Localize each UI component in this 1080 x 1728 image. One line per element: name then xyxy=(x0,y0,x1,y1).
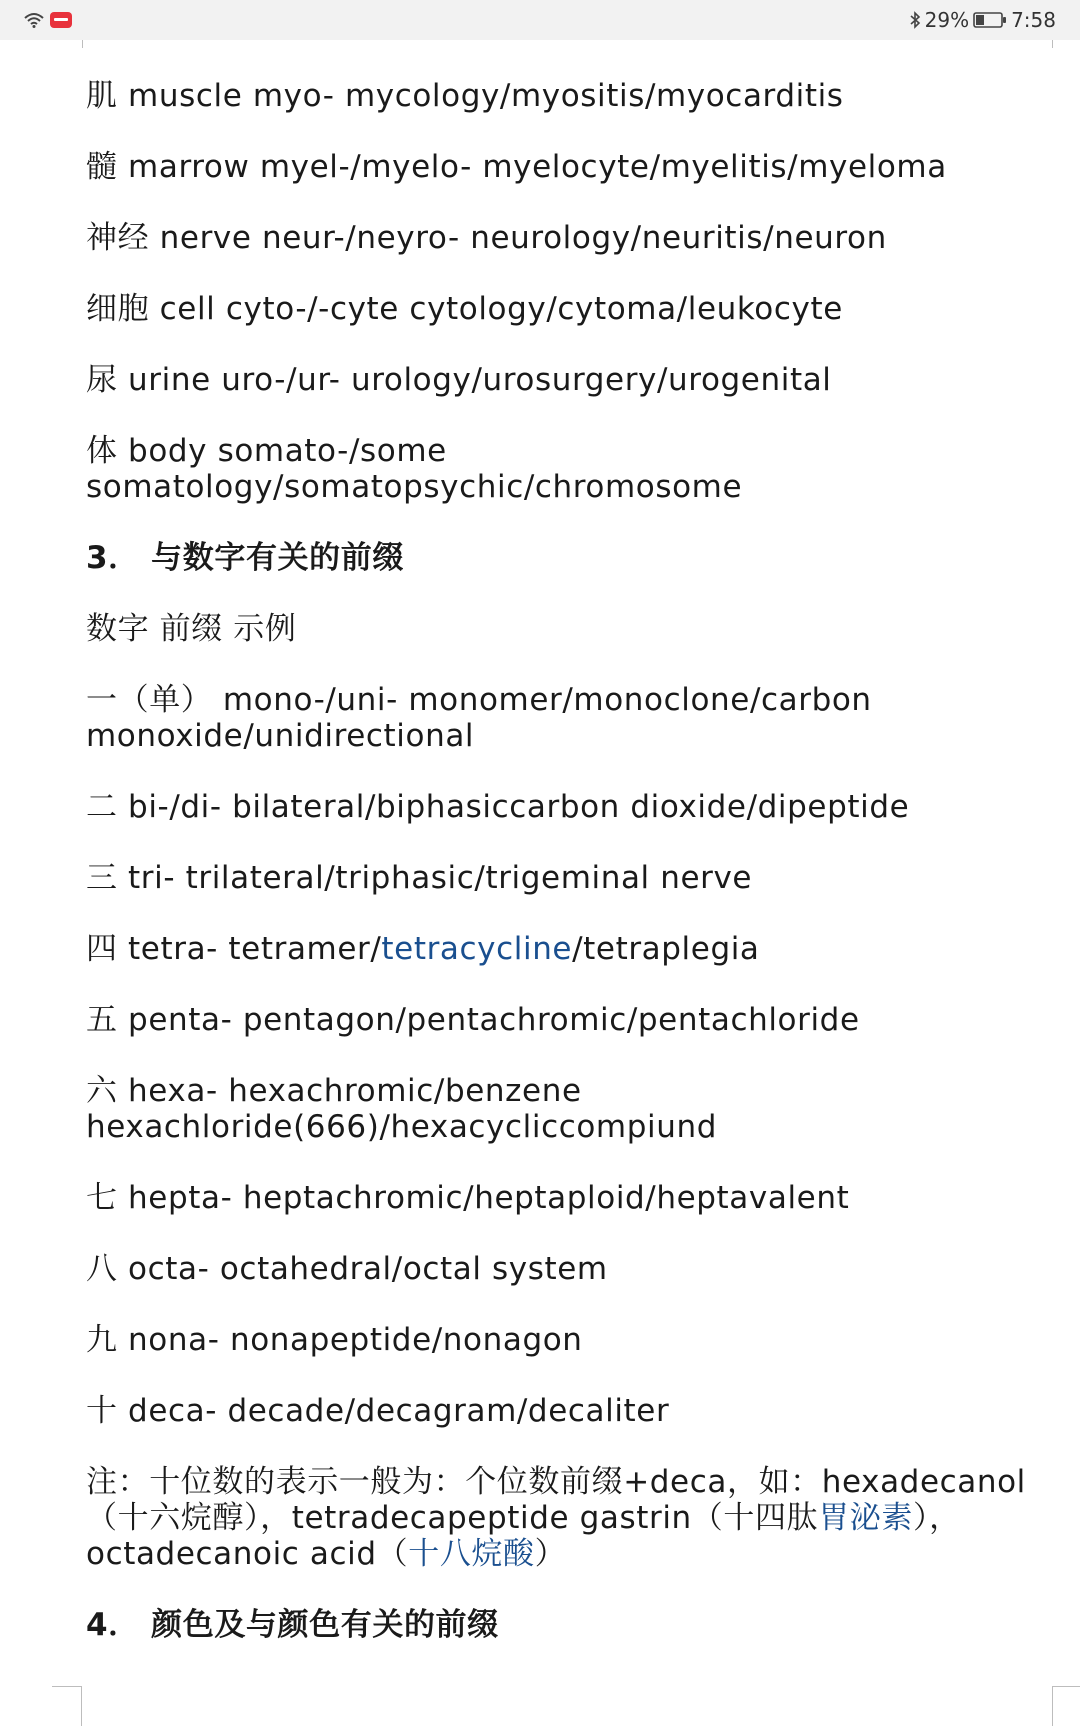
page-corner-mark xyxy=(1052,40,1053,48)
clock-time: 7:58 xyxy=(1011,8,1056,32)
text-paragraph xyxy=(86,1180,1058,1216)
paragraph-text: 细胞 cell cyto-/-cyte cytology/cytoma/leukocyte xyxy=(86,291,843,327)
paragraph-text: 六 hexa- hexachromic/benzene hexachloride(666)/hexacycliccompiund xyxy=(86,1073,717,1145)
text-paragraph xyxy=(86,220,1058,256)
page-corner-mark xyxy=(1052,1686,1080,1726)
page-corner-mark xyxy=(52,1686,82,1726)
text-paragraph xyxy=(86,1322,1058,1358)
battery-percent: 29% xyxy=(924,8,970,32)
section-heading xyxy=(86,540,1058,576)
text-paragraph xyxy=(86,860,1058,896)
section-heading xyxy=(86,1607,1058,1643)
app-notification-icon xyxy=(50,12,72,28)
text-paragraph xyxy=(86,362,1058,398)
paragraph-text: 尿 urine uro-/ur- urology/urosurgery/urogenital xyxy=(86,362,832,398)
text-paragraph xyxy=(86,1002,1058,1038)
paragraph-text: 二 bi-/di- bilateral/biphasiccarbon dioxide/dipeptide xyxy=(86,789,910,825)
text-paragraph xyxy=(86,1393,1058,1429)
paragraph-text: 体 body somato-/some somatology/somatopsychic/chromosome xyxy=(86,433,743,505)
paragraph-text: 十 deca- decade/decagram/decaliter xyxy=(86,1393,670,1429)
heading-text: 4． 颜色及与颜色有关的前缀 xyxy=(86,1607,499,1643)
text-paragraph xyxy=(86,682,1058,754)
status-bar xyxy=(0,0,1080,40)
paragraph-text: 五 penta- pentagon/pentachromic/pentachloride xyxy=(86,1002,860,1038)
paragraph-text: 数字 前缀 示例 xyxy=(86,611,297,647)
inline-link[interactable]: 胃泌素 xyxy=(818,1500,914,1536)
text-paragraph xyxy=(86,789,1058,825)
paragraph-text: /tetraplegia xyxy=(572,931,760,967)
paragraph-text: 肌 muscle myo- mycology/myositis/myocarditis xyxy=(86,78,844,114)
paragraph-text: ），octadecanoic acid（ xyxy=(86,1500,961,1572)
paragraph-text: 四 tetra- tetramer/ xyxy=(86,931,382,967)
battery-icon xyxy=(973,12,1007,28)
paragraph-text: 注：十位数的表示一般为：个位数前缀+deca，如：hexadecanol（十六烷醇），tetradecapeptide gastrin（十四肽 xyxy=(86,1464,1026,1536)
text-paragraph xyxy=(86,611,1058,647)
heading-text: 3． 与数字有关的前缀 xyxy=(86,540,404,576)
paragraph-text: 神经 nerve neur-/neyro- neurology/neuritis/neuron xyxy=(86,220,887,256)
paragraph-text: 一（单） mono-/uni- monomer/monoclone/carbon monoxide/unidirectional xyxy=(86,682,872,754)
text-paragraph xyxy=(86,149,1058,185)
inline-link[interactable]: 十八烷酸 xyxy=(408,1536,535,1572)
paragraph-text: 九 nona- nonapeptide/nonagon xyxy=(86,1322,583,1358)
status-left xyxy=(24,12,72,28)
status-right xyxy=(909,8,1056,32)
paragraph-text: ） xyxy=(534,1536,567,1572)
text-paragraph xyxy=(86,1251,1058,1287)
page-corner-mark xyxy=(82,40,83,48)
wifi-icon xyxy=(24,12,44,28)
text-paragraph xyxy=(86,1073,1058,1145)
text-paragraph xyxy=(86,1464,1058,1572)
paragraph-text: 髓 marrow myel-/myelo- myelocyte/myelitis/myeloma xyxy=(86,149,947,185)
bluetooth-icon xyxy=(909,11,921,29)
paragraph-text: 三 tri- trilateral/triphasic/trigeminal nerve xyxy=(86,860,753,896)
text-paragraph xyxy=(86,931,1058,967)
paragraph-text: 八 octa- octahedral/octal system xyxy=(86,1251,608,1287)
text-paragraph xyxy=(86,78,1058,114)
text-paragraph xyxy=(86,291,1058,327)
inline-link[interactable]: tetracycline xyxy=(381,931,573,967)
paragraph-text: 七 hepta- heptachromic/heptaploid/heptavalent xyxy=(86,1180,850,1216)
text-paragraph xyxy=(86,433,1058,505)
document-body xyxy=(86,78,1058,1678)
